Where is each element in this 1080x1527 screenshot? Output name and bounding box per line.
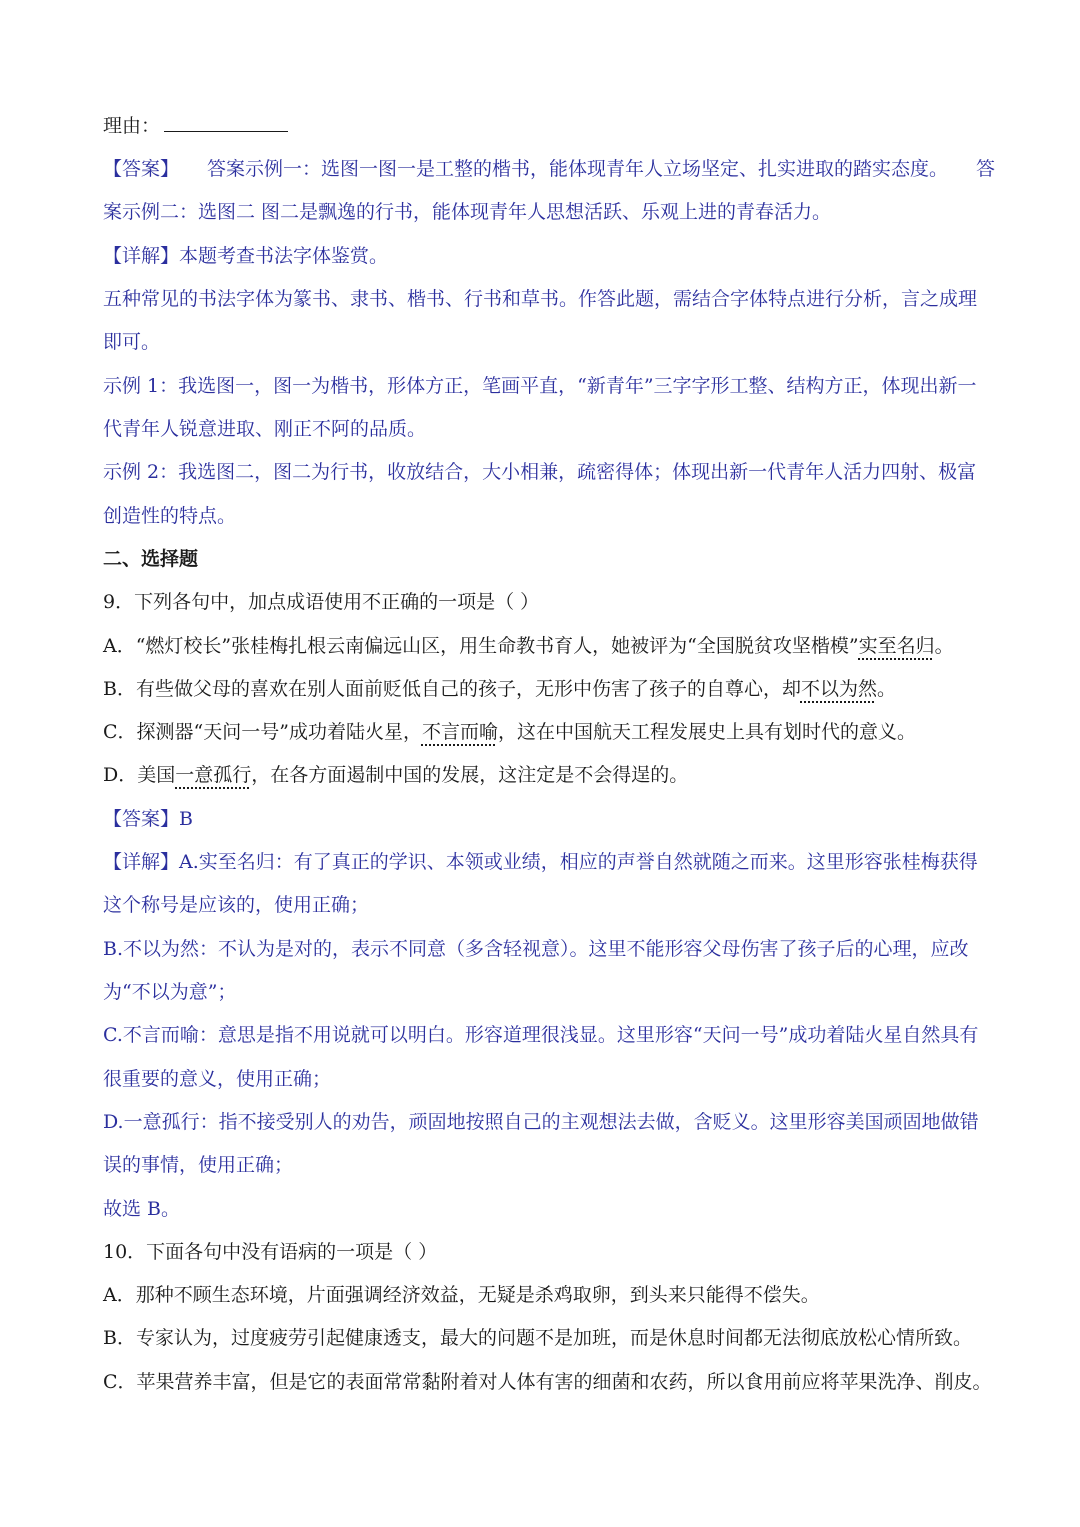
detail-8-p1-l1: 五种常见的书法字体为篆书、隶书、楷书、行书和草书。作答此题，需结合字体特点进行分析，言之成理	[103, 288, 978, 310]
q10-stem: 10．下面各句中没有语病的一项是（ ）	[103, 1241, 438, 1263]
q9-answer-value: B	[179, 808, 193, 830]
q9-c-idiom: 不言而喻	[421, 721, 498, 743]
reason-blank	[164, 113, 288, 132]
q9-detail-b-l2: 为“不以为意”；	[103, 981, 237, 1003]
detail-8-p2-l1: 示例 1：我选图一，图一为楷书，形体方正，笔画平直，“新青年”三字字形工整、结构方正，体现出新一	[103, 375, 977, 397]
q9-detail-c-l2: 很重要的意义，使用正确；	[103, 1068, 332, 1090]
q10-option-b: B．专家认为，过度疲劳引起健康透支，最大的问题不是加班，而是休息时间都无法彻底放松心情所致。	[103, 1327, 972, 1349]
q9-answer	[103, 806, 193, 832]
q9-detail-a-l2: 这个称号是应该的，使用正确；	[103, 894, 370, 916]
q9-stem: 9．下列各句中，加点成语使用不正确的一项是（ ）	[103, 591, 540, 613]
q9-a-idiom: 实至名归	[858, 635, 935, 657]
detail-8-p1-l2: 即可。	[103, 331, 161, 353]
q9-detail-c-l1: C.不言而喻：意思是指不用说就可以明白。形容道理很浅显。这里形容“天问一号”成功着陆火星自然具有	[103, 1024, 979, 1046]
q9-d-idiom: 一意孤行	[175, 764, 252, 786]
detail-8-p3-l1: 示例 2：我选图二，图二为行书，收放结合，大小相兼，疏密得体；体现出新一代青年人活力四射、极富	[103, 461, 977, 483]
q10-option-a: A．那种不顾生态环境，片面强调经济效益，无疑是杀鸡取卵，到头来只能得不偿失。	[103, 1284, 820, 1306]
section-2-title: 二、选择题	[103, 548, 199, 570]
q9-detail-a-l1: 【详解】A.实至名归：有了真正的学识、本领或业绩，相应的声誉自然就随之而来。这里形容张桂梅获得	[103, 851, 978, 873]
detail-tag: 【详解】	[103, 245, 180, 267]
detail-8-p3-l2: 创造性的特点。	[103, 505, 237, 527]
q9-b-idiom: 不以为然	[800, 678, 877, 700]
detail-8-p2-l2: 代青年人锐意进取、刚正不阿的品质。	[103, 418, 427, 440]
answer-tag: 【答案】	[103, 808, 180, 830]
q9-detail-d-l2: 误的事情，使用正确；	[103, 1154, 294, 1176]
q9-conclusion: 故选 B。	[103, 1198, 181, 1220]
detail-8-intro: 【详解】本题考查书法字体鉴赏。	[103, 245, 389, 267]
answer-8-text-1: 答案示例一：选图一图一是工整的楷书，能体现青年人立场坚定、扎实进取的踏实态度。	[207, 158, 949, 180]
q9-option-c: C．探测器“天问一号”成功着陆火星，不言而喻，这在中国航天工程发展史上具有划时代的意义。	[103, 721, 916, 743]
reason-label: 理由：	[103, 115, 161, 137]
q10-option-c: C．苹果营养丰富，但是它的表面常常黏附着对人体有害的细菌和农药，所以食用前应将苹果洗净、削皮。	[103, 1371, 992, 1393]
q9-option-b: B．有些做父母的喜欢在别人面前贬低自己的孩子，无形中伤害了孩子的自尊心，却不以为然。	[103, 678, 896, 700]
detail-tag: 【详解】	[103, 851, 180, 873]
answer-tag: 【答案】	[103, 158, 180, 180]
answer-8-line-1: 【答案】 答案示例一：选图一图一是工整的楷书，能体现青年人立场坚定、扎实进取的踏实态度。 答	[103, 158, 996, 180]
q9-detail-d-l1: D.一意孤行：指不接受别人的劝告，顽固地按照自己的主观想法去做，含贬义。这里形容美国顽固地做错	[103, 1111, 979, 1133]
answer-8-line-2: 案示例二：选图二 图二是飘逸的行书，能体现青年人思想活跃、乐观上进的青春活力。	[103, 201, 832, 223]
reason-line	[103, 113, 288, 139]
q9-detail-b-l1: B.不以为然：不认为是对的，表示不同意（多含轻视意）。这里不能形容父母伤害了孩子后的心理，应改	[103, 938, 969, 960]
q9-option-a: A．“燃灯校长”张桂梅扎根云南偏远山区，用生命教书育人，她被评为“全国脱贫攻坚楷模”实至名归。	[103, 635, 954, 657]
q9-option-d: D．美国一意孤行，在各方面遏制中国的发展，这注定是不会得逞的。	[103, 764, 689, 786]
